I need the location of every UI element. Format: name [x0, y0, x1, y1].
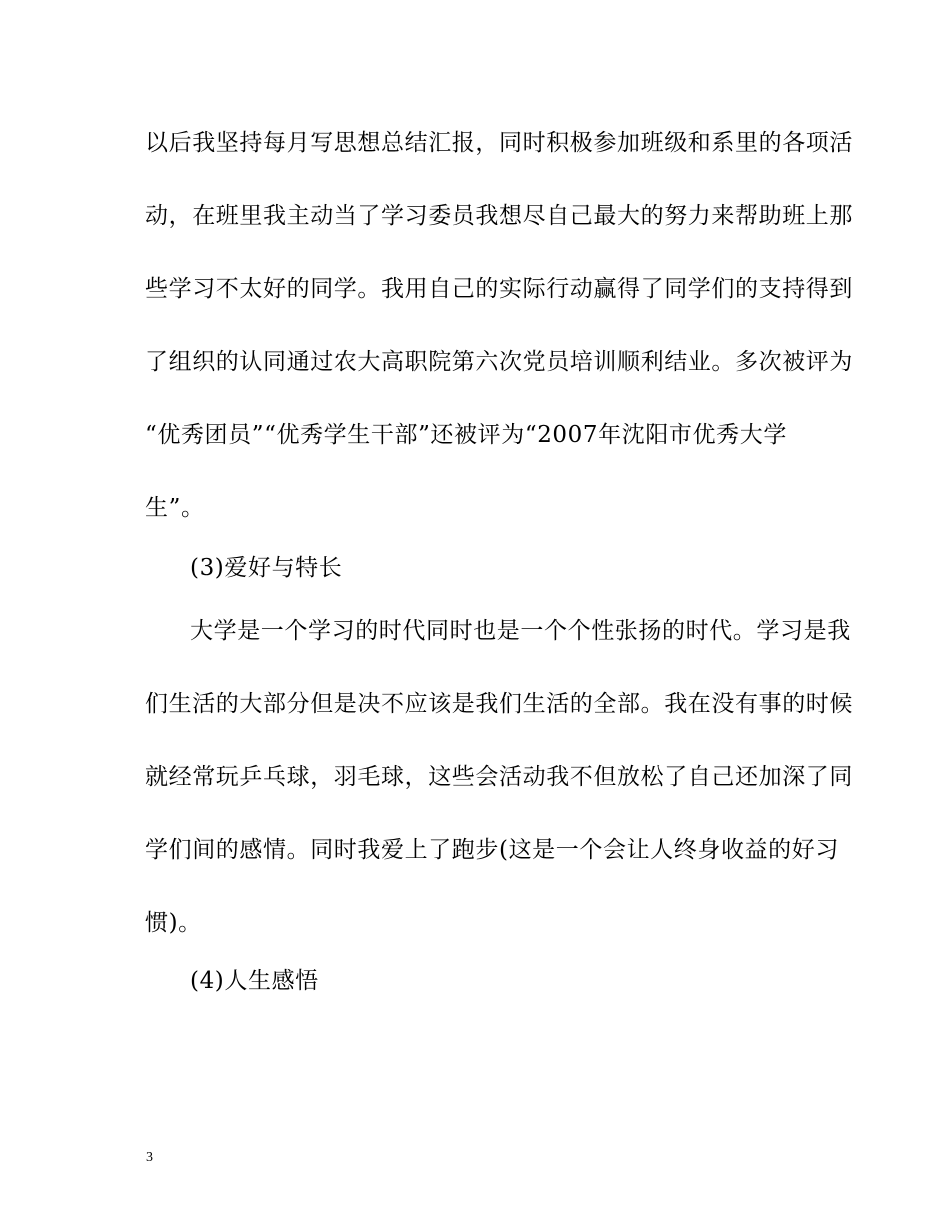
page-number: 3	[146, 1150, 153, 1165]
paragraph-line: 动，在班里我主动当了学习委员我想尽自己最大的努力来帮助班上那	[145, 203, 853, 229]
paragraph-line: 惯)。	[145, 910, 202, 936]
paragraph-line: 们生活的大部分但是决不应该是我们生活的全部。我在没有事的时候	[145, 691, 853, 717]
paragraph-line: 些学习不太好的同学。我用自己的实际行动赢得了同学们的支持得到	[145, 276, 853, 302]
paragraph-line: 了组织的认同通过农大高职院第六次党员培训顺利结业。多次被评为	[145, 349, 853, 375]
paragraph-line: 大学是一个学习的时代同时也是一个个性张扬的时代。学习是我	[190, 618, 851, 644]
paragraph-line: 生”。	[145, 495, 205, 521]
paragraph-line: “优秀团员”“优秀学生干部”还被评为“2007年沈阳市优秀大学	[145, 422, 787, 448]
paragraph-line: 学们间的感情。同时我爱上了跑步(这是一个会让人终身收益的好习	[145, 837, 839, 863]
paragraph-line: 以后我坚持每月写思想总结汇报，同时积极参加班级和系里的各项活	[145, 130, 853, 156]
paragraph-line: 就经常玩乒乓球，羽毛球，这些会活动我不但放松了自己还加深了同	[145, 764, 853, 790]
section-heading: (4)人生感悟	[190, 968, 319, 994]
section-heading: (3)爱好与特长	[190, 555, 343, 581]
